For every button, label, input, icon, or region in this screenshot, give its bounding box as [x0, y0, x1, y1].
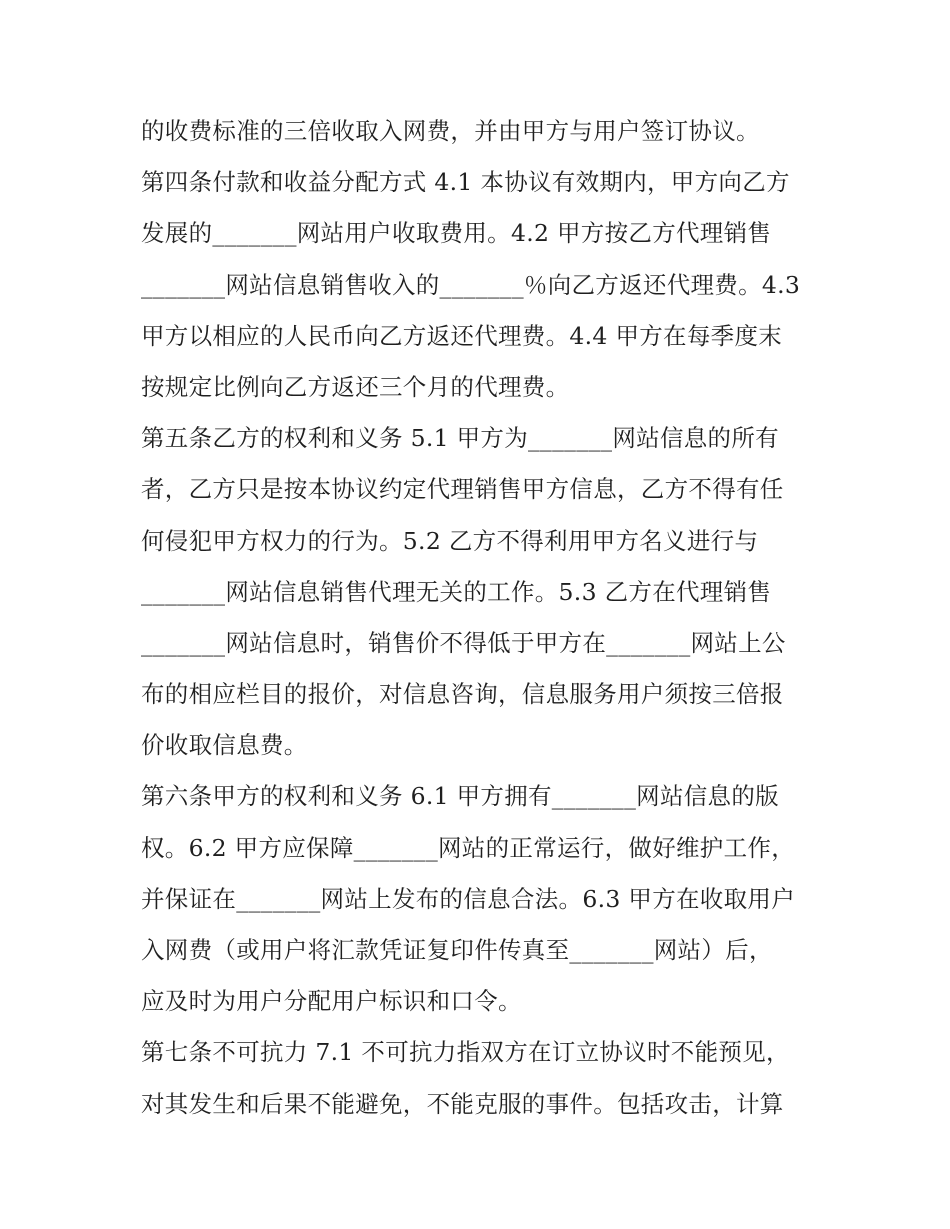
text-line: 入网费（或用户将汇款凭证复印件传真至_______网站）后， — [141, 936, 773, 964]
text-line: 对其发生和后果不能避免，不能克服的事件。包括攻击，计算 — [141, 1089, 784, 1118]
text-line: 的收费标准的三倍收取入网费，并由甲方与用户签订协议。 — [141, 117, 760, 145]
text-line: 权。6.2 甲方应保障_______网站的正常运行，做好维护工作， — [141, 833, 795, 862]
text-line: 何侵犯甲方权力的行为。5.2 乙方不得利用甲方名义进行与 — [141, 526, 759, 555]
text-line: 价收取信息费。 — [141, 731, 308, 760]
text-line: 发展的_______网站用户收取费用。4.2 甲方按乙方代理销售 — [141, 219, 772, 248]
text-line: 按规定比例向乙方返还三个月的代理费。 — [141, 372, 570, 401]
text-line: 者，乙方只是按本协议约定代理销售甲方信息，乙方不得有任 — [141, 475, 784, 504]
text-line: 并保证在_______网站上发布的信息合法。6.3 甲方在收取用户 — [141, 884, 795, 913]
text-line: 甲方以相应的人民币向乙方返还代理费。4.4 甲方在每季度末 — [141, 321, 783, 350]
document-body — [141, 106, 831, 1130]
text-line: 第五条乙方的权利和义务 5.1 甲方为_______网站信息的所有 — [141, 424, 779, 453]
text-line: 第七条不可抗力 7.1 不可抗力指双方在订立协议时不能预见， — [141, 1038, 790, 1067]
text-line: 第六条甲方的权利和义务 6.1 甲方拥有_______网站信息的版 — [141, 782, 779, 811]
text-line: 布的相应栏目的报价，对信息咨询，信息服务用户须按三倍报 — [141, 680, 784, 709]
text-line: 应及时为用户分配用户标识和口令。 — [141, 987, 522, 1016]
text-line: _______网站信息时，销售价不得低于甲方在_______网站上公 — [141, 628, 786, 657]
text-line: _______网站信息销售代理无关的工作。5.3 乙方在代理销售 — [141, 577, 772, 606]
text-line: 第四条付款和收益分配方式 4.1 本协议有效期内，甲方向乙方 — [141, 168, 790, 197]
text-line: _______网站信息销售收入的_______％向乙方返还代理费。4.3 — [141, 270, 801, 299]
